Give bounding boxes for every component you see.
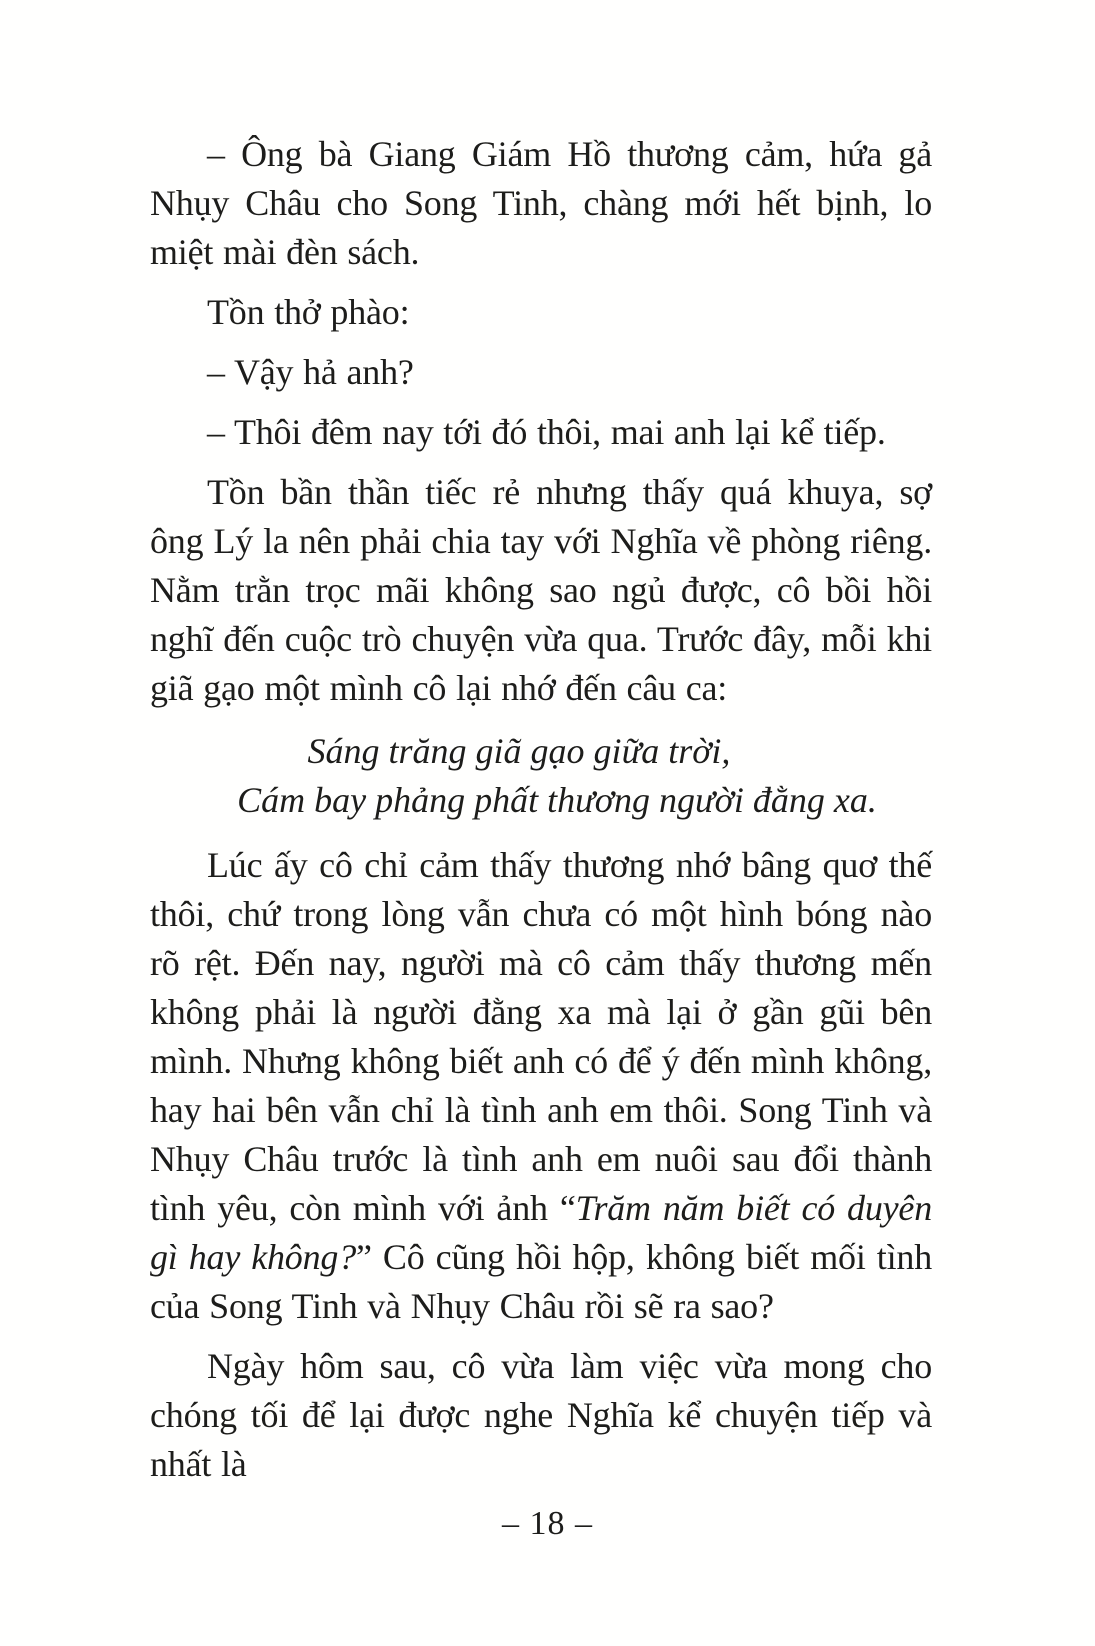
inline-quoted-verse: Trăm năm biết có duyên gì hay không? (150, 1188, 932, 1277)
folk-verse (150, 727, 932, 825)
paragraph-narration-3-text: Lúc ấy cô chỉ cảm thấy thương nhớ bâng quơ thế thôi, chứ trong lòng vẫn chưa có một hình bóng nào rõ rệt. Đến nay, người mà cô cảm thấy thương mến không phải là người đằng xa mà lại ở gần gũi bên mình. Nhưng không biết anh có để ý đến mình không, hay hai bên vẫn chỉ là tình anh em thôi. Song Tinh và Nhụy Châu trước là tình anh em nuôi sau đổi thành tình yêu, còn mình với ảnh “ (150, 845, 932, 1228)
paragraph-narration-3 (150, 841, 932, 1331)
paragraph-narration-2: Tồn bần thần tiếc rẻ nhưng thấy quá khuya, sợ ông Lý la nên phải chia tay với Nghĩa về phòng riêng. Nằm trằn trọc mãi không sao ngủ được, cô bồi hồi nghĩ đến cuộc trò chuyện vừa qua. Trước đây, mỗi khi giã gạo một mình cô lại nhớ đến câu ca: (150, 472, 932, 708)
paragraph-narration-3-text-end: ” Cô cũng hồi hộp, không biết mối tình của Song Tinh và Nhụy Châu rồi sẽ ra sao? (150, 1237, 932, 1326)
page-number: – 18 – (502, 1505, 593, 1542)
paragraph-dialog-2: – Vậy hả anh? (207, 352, 414, 392)
paragraph-dialog-3: – Thôi đêm nay tới đó thôi, mai anh lại kể tiếp. (207, 412, 886, 452)
paragraph-narration-1: Tồn thở phào: (207, 292, 410, 332)
verse-line-2: Cám bay phảng phất thương người đằng xa. (237, 780, 877, 820)
paragraph-dialog-1: – Ông bà Giang Giám Hồ thương cảm, hứa gả Nhụy Châu cho Song Tinh, chàng mới hết bịnh, lo miệt mài đèn sách. (150, 134, 932, 272)
verse-line-1: Sáng trăng giã gạo giữa trời, (307, 731, 731, 771)
text-block (150, 130, 932, 1500)
paragraph-narration-4: Ngày hôm sau, cô vừa làm việc vừa mong cho chóng tối để lại được nghe Nghĩa kể chuyện tiếp và nhất là (150, 1346, 932, 1484)
